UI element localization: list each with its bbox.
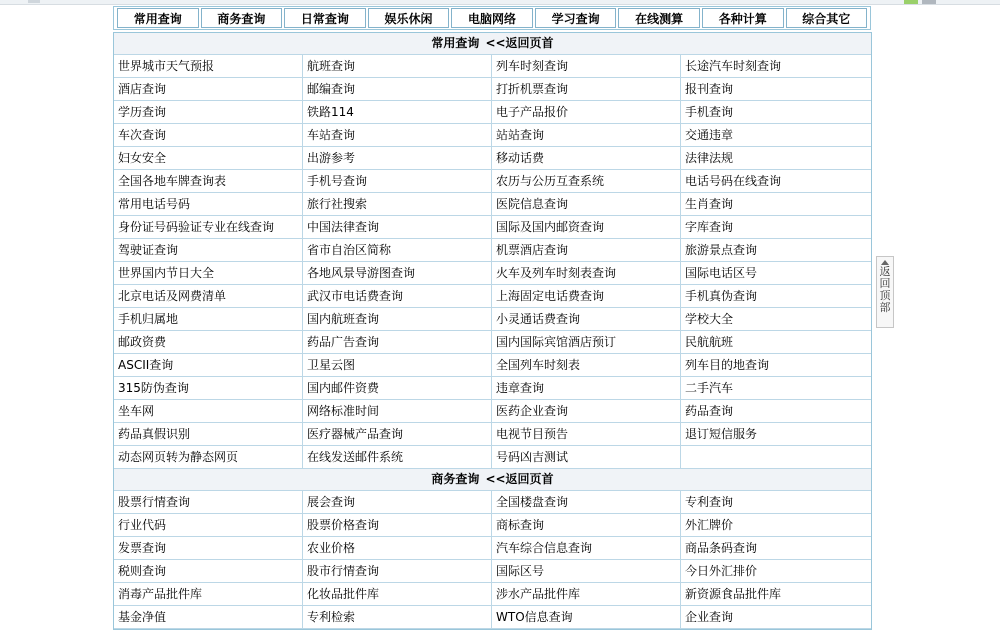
query-link[interactable]: 移动话费: [492, 147, 681, 169]
table-row: [114, 78, 871, 101]
back-to-top-button[interactable]: [876, 256, 894, 328]
query-link[interactable]: 国内邮件资费: [303, 377, 492, 399]
query-link[interactable]: 站站查询: [492, 124, 681, 146]
query-link[interactable]: 列车目的地查询: [681, 354, 871, 376]
nav-tab[interactable]: 在线测算: [618, 8, 700, 28]
nav-tab[interactable]: 娱乐休闲: [368, 8, 450, 28]
table-row: [114, 537, 871, 560]
query-link[interactable]: 铁路114: [303, 101, 492, 123]
query-link[interactable]: 常用电话号码: [114, 193, 303, 215]
query-link[interactable]: 药品广告查询: [303, 331, 492, 353]
query-link[interactable]: 全国各地车牌查询表: [114, 170, 303, 192]
table-row: [114, 583, 871, 606]
query-link[interactable]: 交通违章: [681, 124, 871, 146]
query-link[interactable]: 药品查询: [681, 400, 871, 422]
query-link[interactable]: 国际电话区号: [681, 262, 871, 284]
query-link[interactable]: 化妆品批件库: [303, 583, 492, 605]
query-directory: [113, 32, 872, 630]
table-row: [114, 354, 871, 377]
query-link[interactable]: 在线发送邮件系统: [303, 446, 492, 468]
section-title-text: 常用查询: [431, 36, 480, 50]
query-link[interactable]: 动态网页转为静态网页: [114, 446, 303, 468]
table-row: [114, 147, 871, 170]
query-link[interactable]: 身份证号码验证专业在线查询: [114, 216, 303, 238]
table-row: [114, 285, 871, 308]
table-row: [114, 377, 871, 400]
query-link[interactable]: 生肖查询: [681, 193, 871, 215]
query-link[interactable]: 网络标准时间: [303, 400, 492, 422]
query-link[interactable]: 违章查询: [492, 377, 681, 399]
query-link[interactable]: 国内国际宾馆酒店预订: [492, 331, 681, 353]
table-row: [114, 560, 871, 583]
query-link[interactable]: 汽车综合信息查询: [492, 537, 681, 559]
toolbar-indicator: [922, 0, 936, 4]
query-link[interactable]: 药品真假识别: [114, 423, 303, 445]
browser-top-strip: [0, 0, 1000, 5]
section-title: [114, 469, 871, 491]
query-link[interactable]: 基金净值: [114, 606, 303, 628]
table-row: [114, 423, 871, 446]
query-link[interactable]: 号码凶吉测试: [492, 446, 681, 468]
table-row: [114, 216, 871, 239]
query-link[interactable]: 省市自治区简称: [303, 239, 492, 261]
query-link[interactable]: 世界国内节日大全: [114, 262, 303, 284]
query-link[interactable]: 法律法规: [681, 147, 871, 169]
toolbar-indicator: [904, 0, 918, 4]
section-title-text: 商务查询: [431, 472, 480, 486]
query-link[interactable]: 车站查询: [303, 124, 492, 146]
query-link: [681, 446, 871, 468]
query-link[interactable]: 医院信息查询: [492, 193, 681, 215]
query-link[interactable]: 北京电话及网费清单: [114, 285, 303, 307]
table-row: [114, 491, 871, 514]
query-link[interactable]: 电子产品报价: [492, 101, 681, 123]
query-link[interactable]: 打折机票查询: [492, 78, 681, 100]
query-link[interactable]: 全国列车时刻表: [492, 354, 681, 376]
query-link[interactable]: 315防伪查询: [114, 377, 303, 399]
query-link[interactable]: 股市行情查询: [303, 560, 492, 582]
query-link[interactable]: 民航航班: [681, 331, 871, 353]
nav-tab[interactable]: 日常查询: [284, 8, 366, 28]
query-link[interactable]: 消毒产品批件库: [114, 583, 303, 605]
query-link[interactable]: 涉水产品批件库: [492, 583, 681, 605]
table-row: [114, 55, 871, 78]
query-link[interactable]: 国内航班查询: [303, 308, 492, 330]
query-link[interactable]: 酒店查询: [114, 78, 303, 100]
query-link[interactable]: 车次查询: [114, 124, 303, 146]
query-link[interactable]: 行业代码: [114, 514, 303, 536]
query-link[interactable]: 妇女安全: [114, 147, 303, 169]
table-row: [114, 170, 871, 193]
query-link[interactable]: 驾驶证查询: [114, 239, 303, 261]
query-link[interactable]: 专利检索: [303, 606, 492, 628]
query-link[interactable]: 上海固定电话费查询: [492, 285, 681, 307]
nav-tab[interactable]: 电脑网络: [451, 8, 533, 28]
query-link[interactable]: 手机查询: [681, 101, 871, 123]
query-link[interactable]: 税则查询: [114, 560, 303, 582]
query-link[interactable]: 世界城市天气预报: [114, 55, 303, 77]
table-row: [114, 331, 871, 354]
query-link[interactable]: 中国法律查询: [303, 216, 492, 238]
query-link[interactable]: 列车时刻查询: [492, 55, 681, 77]
query-link[interactable]: 医疗器械产品查询: [303, 423, 492, 445]
query-link[interactable]: 医药企业查询: [492, 400, 681, 422]
query-link[interactable]: 学历查询: [114, 101, 303, 123]
table-row: [114, 193, 871, 216]
query-link[interactable]: 股票价格查询: [303, 514, 492, 536]
query-link[interactable]: 外汇牌价: [681, 514, 871, 536]
back-to-top-link[interactable]: <<返回页首: [485, 36, 554, 50]
query-link[interactable]: 武汉市电话费查询: [303, 285, 492, 307]
table-row: [114, 239, 871, 262]
query-link[interactable]: 卫星云图: [303, 354, 492, 376]
query-link[interactable]: 长途汽车时刻查询: [681, 55, 871, 77]
scrollbar-fragment: [28, 0, 40, 3]
query-link[interactable]: 报刊查询: [681, 78, 871, 100]
query-link[interactable]: 手机归属地: [114, 308, 303, 330]
query-link[interactable]: ASCII查询: [114, 354, 303, 376]
query-link[interactable]: 手机真伪查询: [681, 285, 871, 307]
nav-tab[interactable]: 学习查询: [535, 8, 617, 28]
query-link[interactable]: 手机号查询: [303, 170, 492, 192]
table-row: [114, 262, 871, 285]
query-link[interactable]: 企业查询: [681, 606, 871, 628]
query-link[interactable]: 火车及列车时刻表查询: [492, 262, 681, 284]
query-link[interactable]: 今日外汇排价: [681, 560, 871, 582]
table-row: [114, 446, 871, 469]
table-row: [114, 308, 871, 331]
back-to-top-link[interactable]: <<返回页首: [485, 472, 554, 486]
nav-tab[interactable]: 常用查询: [117, 8, 199, 28]
table-row: [114, 124, 871, 147]
table-row: [114, 101, 871, 124]
section-title: [114, 33, 871, 55]
query-link[interactable]: 邮编查询: [303, 78, 492, 100]
query-link[interactable]: 机票酒店查询: [492, 239, 681, 261]
query-link[interactable]: 航班查询: [303, 55, 492, 77]
query-link[interactable]: 退订短信服务: [681, 423, 871, 445]
query-link[interactable]: 国际及国内邮资查询: [492, 216, 681, 238]
query-link[interactable]: 展会查询: [303, 491, 492, 513]
back-to-top-label: 返回顶部: [879, 265, 891, 314]
query-link[interactable]: 发票查询: [114, 537, 303, 559]
query-link[interactable]: 二手汽车: [681, 377, 871, 399]
query-link[interactable]: 农业价格: [303, 537, 492, 559]
query-link[interactable]: 新资源食品批件库: [681, 583, 871, 605]
query-link[interactable]: 商标查询: [492, 514, 681, 536]
table-row: [114, 400, 871, 423]
table-row: [114, 514, 871, 537]
query-link[interactable]: 各地风景导游图查询: [303, 262, 492, 284]
query-link[interactable]: 股票行情查询: [114, 491, 303, 513]
nav-tab[interactable]: 商务查询: [201, 8, 283, 28]
query-link[interactable]: 出游参考: [303, 147, 492, 169]
query-link[interactable]: 坐车网: [114, 400, 303, 422]
query-link[interactable]: 全国楼盘查询: [492, 491, 681, 513]
nav-tab[interactable]: 各种计算: [702, 8, 784, 28]
query-link[interactable]: 国际区号: [492, 560, 681, 582]
query-link[interactable]: 商品条码查询: [681, 537, 871, 559]
query-link[interactable]: 专利查询: [681, 491, 871, 513]
query-link[interactable]: WTO信息查询: [492, 606, 681, 628]
query-link[interactable]: 旅行社搜索: [303, 193, 492, 215]
nav-tab[interactable]: 综合其它: [786, 8, 868, 28]
query-link[interactable]: 邮政资费: [114, 331, 303, 353]
query-link[interactable]: 农历与公历互查系统: [492, 170, 681, 192]
table-row: [114, 606, 871, 629]
query-link[interactable]: 旅游景点查询: [681, 239, 871, 261]
query-link[interactable]: 电视节目预告: [492, 423, 681, 445]
query-link[interactable]: 字库查询: [681, 216, 871, 238]
query-link[interactable]: 小灵通话费查询: [492, 308, 681, 330]
query-link[interactable]: 电话号码在线查询: [681, 170, 871, 192]
category-nav: [113, 6, 871, 30]
query-link[interactable]: 学校大全: [681, 308, 871, 330]
